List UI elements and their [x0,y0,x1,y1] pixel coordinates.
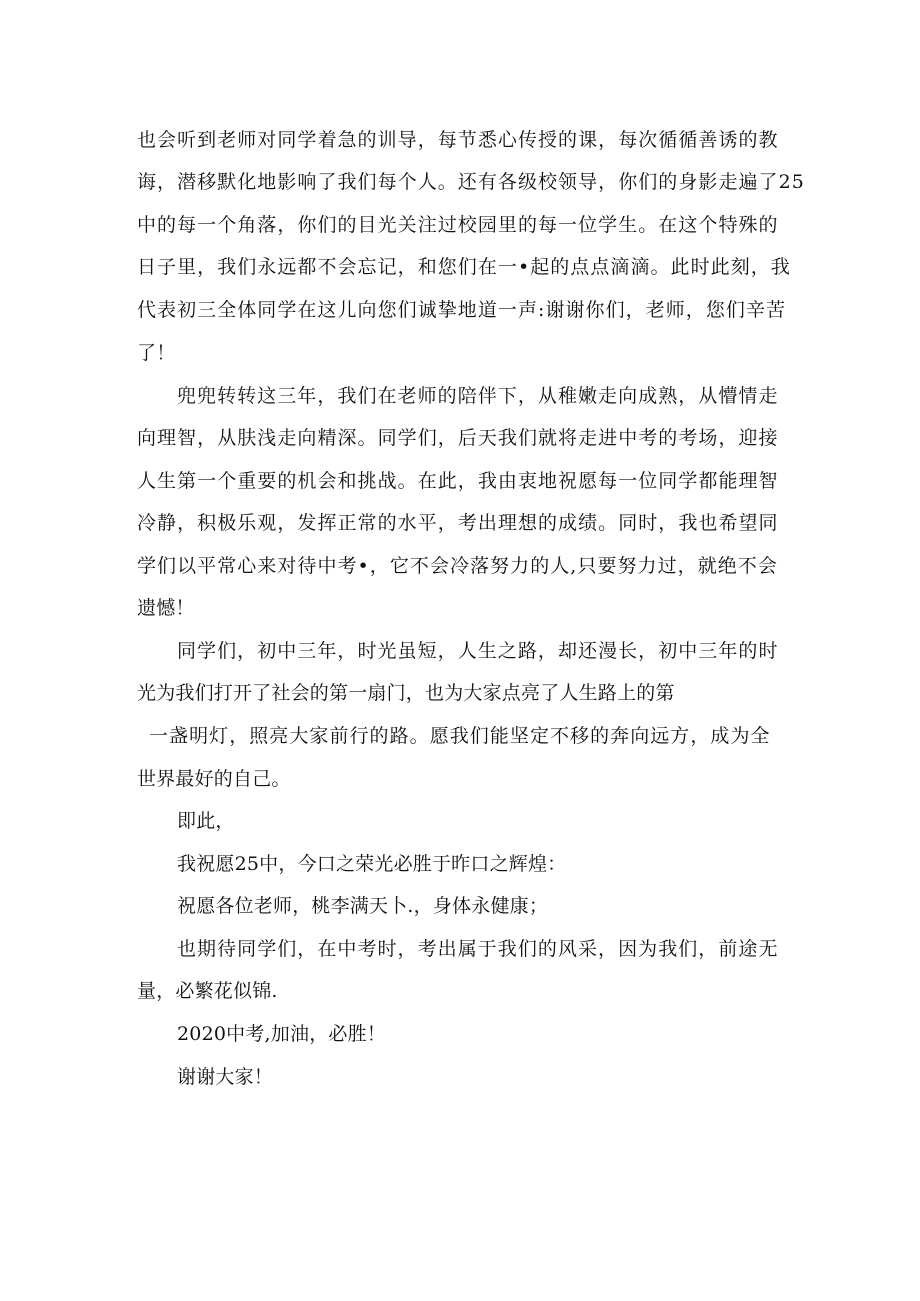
text-line: 世界最好的自己。 [137,768,291,790]
text-line: 冷静，积极乐观，发挥正常的水平，考出理想的成绩。同时，我也希望同 [137,512,779,534]
text-line: 同学们，初中三年，时光虽短，人生之路，却还漫长，初中三年的时 [177,640,779,662]
text-line: 谢谢大家！ [177,1066,274,1088]
text-line: 向理智，从肤浅走向精深。同学们，后天我们就将走进中考的考场，迎接 [137,427,779,449]
text-line: 也期待同学们，在中考时，考出属于我们的风采，因为我们，前途无 [177,938,779,960]
text-line: 也会听到老师对同学着急的训导，每节悉心传授的课，每次循循善诱的教 [137,129,779,151]
text-line: 即此， [177,810,235,832]
text-line: 学们以平常心来对待中考•，它不会冷落努力的人,只要努力过，就绝不会 [137,555,778,577]
text-line: 中的每一个角落，你们的目光关注过校园里的每一位学生。在这个特殊的 [137,214,779,236]
text-line: 诲，潜移默化地影响了我们每个人。还有各级校领导，你们的身影走遍了25 [137,171,805,193]
text-line: 祝愿各位老师，桃李满天卜.，身体永健康； [177,895,549,917]
text-line: 代表初三全体同学在这儿向您们诚挚地道一声:谢谢你们，老师，您们辛苦 [137,299,787,321]
text-line: 日子里，我们永远都不会忘记，和您们在一•起的点点滴滴。此时此刻，我 [137,256,791,278]
text-line: 人生第一个重要的机会和挑战。在此，我由衷地祝愿每一位同学都能理智 [137,470,779,492]
text-line: 2020中考,加油，必胜！ [177,1023,386,1045]
text-line: 遗憾！ [137,597,195,619]
text-line: 兜兜转转这三年，我们在老师的陪伴下，从稚嫩走向成熟，从懵情走 [177,385,779,407]
text-line: 光为我们打开了社会的第一扇门，也为大家点亮了人生路上的第 [137,682,675,704]
text-line: 量，必繁花似锦. [137,980,278,1002]
text-line: 我祝愿25中，今口之荣光必胜于昨口之辉煌： [177,853,567,875]
text-line: 一盏明灯，照亮大家前行的路。愿我们能坚定不移的奔向远方，成为全 [149,725,771,747]
text-line: 了！ [137,342,176,364]
